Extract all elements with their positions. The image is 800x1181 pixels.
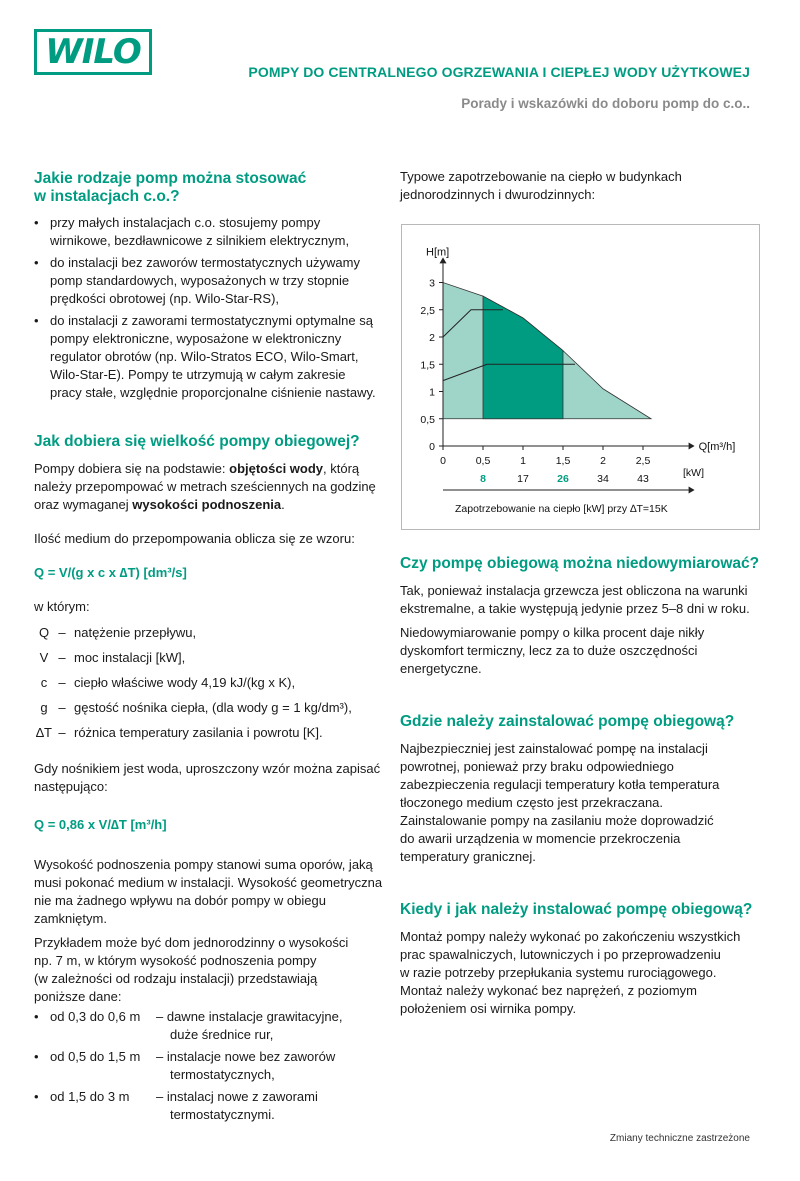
list-item: • od 0,5 do 1,5 m – instalacje nowe bez zaworów termostatycznych, bbox=[34, 1048, 384, 1084]
kw-tick-label: 43 bbox=[637, 473, 649, 485]
paragraph-when: Montaż pompy należy wykonać po zakończeniu wszystkich prac spawalniczych, lutowniczych i po przeprowadzeniu w razie potrzeby przepłukania systemu rurociągowego. Montaż należy wykonać bez naprężeń, z poziomym położeniem osi wirnika pompy. bbox=[400, 929, 741, 1016]
definition-row: c – ciepło właściwe wody 4,19 kJ/(kg x K), bbox=[40, 675, 296, 690]
left-column bbox=[34, 170, 384, 1128]
paragraph-where: Najbezpieczniej jest zainstalować pompę na instalacji powrotnej, ponieważ przy braku odpowiedniego zabezpieczenia regulacji temperatury kotła temperatura tłoczonego medium często jest przekraczana. Zainstalowanie pompy na zasilaniu może doprowadzić do awarii urządzenia w momencie przekroczenia temperatury granicznej. bbox=[400, 741, 720, 864]
paragraph-head: Wysokość podnoszenia pompy stanowi suma oporów, jaką musi pokonać medium w instalacji. Wysokość geometryczna nie ma żadnego wpływu na dobór pompy w obiegu zamkniętym. bbox=[34, 857, 383, 926]
definitions-list bbox=[34, 624, 384, 742]
chart-caption: Zapotrzebowanie na ciepło [kW] przy ∆T=15K bbox=[455, 503, 668, 515]
head-ranges-list bbox=[34, 1008, 384, 1124]
footer-note: Zmiany techniczne zastrzeżone bbox=[609, 1133, 750, 1144]
y-tick-label: 0 bbox=[429, 441, 435, 453]
x-tick-label: 0 bbox=[440, 455, 446, 467]
kw-tick-label: 8 bbox=[480, 473, 486, 485]
header-title: POMPY DO CENTRALNEGO OGRZEWANIA I CIEPŁEJ WODY UŻYTKOWEJ bbox=[248, 64, 750, 80]
kw-unit-label: [kW] bbox=[683, 467, 704, 479]
header-subtitle: Porady i wskazówki do doboru pomp do c.o.. bbox=[461, 96, 750, 111]
definition-row: Q – natężenie przepływu, bbox=[38, 625, 197, 640]
chart-container bbox=[401, 224, 760, 530]
x-tick-label: 2 bbox=[600, 455, 606, 467]
section-title-pump-types: Jakie rodzaje pomp można stosować w instalacjach c.o.? bbox=[34, 170, 307, 205]
x-tick-label: 0,5 bbox=[475, 455, 491, 467]
y-axis-label: H[m] bbox=[426, 246, 450, 259]
section-title-pump-size: Jak dobiera się wielkość pompy obiegowej? bbox=[34, 433, 360, 450]
definition-row: g – gęstość nośnika ciepła, (dla wody g = 1 kg/dm³), bbox=[40, 700, 352, 715]
x-tick-label: 1 bbox=[520, 455, 526, 467]
kw-arrow-icon bbox=[689, 487, 695, 494]
list-item: • od 1,5 do 3 m – instalacj nowe z zaworami termostatycznymi. bbox=[34, 1088, 384, 1124]
kw-tick-label: 34 bbox=[597, 473, 609, 485]
list-item: • przy małych instalacjach c.o. stosujemy pompy wirnikowe, bezdławnicowe z silnikiem elektrycznym, bbox=[34, 214, 384, 250]
kw-tick-label: 17 bbox=[517, 473, 529, 485]
paragraph-pump-selection: Pompy dobiera się na podstawie: objętości wody, którą należy przepompować w metrach sześciennych na godzinę oraz wymaganej wysokości podnoszenia. bbox=[34, 461, 376, 512]
logo-text: WILO bbox=[45, 32, 141, 72]
list-item: • do instalacji bez zaworów termostatycznych używamy pomp standardowych, wyposażonych w trzy stopnie prędkości obrotowej (np. Wilo-Star-RS), bbox=[34, 254, 384, 308]
definition-row: ∆T – różnica temperatury zasilania i powrotu [K]. bbox=[36, 725, 323, 740]
x-axis-label: Q[m³/h] bbox=[698, 441, 736, 453]
y-tick-label: 3 bbox=[429, 277, 435, 290]
right-column-lower bbox=[400, 555, 760, 1018]
right-column bbox=[400, 168, 760, 204]
pump-types-list bbox=[34, 214, 384, 402]
x-axis-arrow-icon bbox=[689, 443, 695, 450]
paragraph-undersize-2: Niedowymiarowanie pompy o kilka procent daje nikły dyskomfort termiczny, lecz za to duże oszczędności energetyczne. bbox=[400, 625, 705, 676]
formula-simplified: Q = 0,86 x V/∆T [m³/h] bbox=[34, 817, 167, 832]
list-item: • od 0,3 do 0,6 m – dawne instalacje grawitacyjne, duże średnice rur, bbox=[34, 1008, 384, 1044]
wilo-logo bbox=[34, 29, 152, 75]
kw-tick-label: 26 bbox=[557, 473, 569, 485]
y-tick-label: 1,5 bbox=[420, 359, 435, 372]
y-tick-label: 1 bbox=[429, 386, 435, 399]
y-tick-label: 2 bbox=[429, 332, 435, 344]
x-tick-label: 2,5 bbox=[635, 455, 651, 467]
section-title-when: Kiedy i jak należy instalować pompę obiegową? bbox=[400, 901, 753, 918]
chart-highlight-area bbox=[483, 296, 563, 419]
section-title-undersize: Czy pompę obiegową można niedowymiarować? bbox=[400, 555, 760, 572]
y-tick-label: 2,5 bbox=[420, 304, 435, 317]
where-label: w którym: bbox=[34, 599, 90, 614]
y-tick-label: 0,5 bbox=[420, 413, 435, 426]
pump-chart bbox=[402, 225, 759, 529]
section-title-where: Gdzie należy zainstalować pompę obiegową? bbox=[400, 713, 735, 730]
paragraph-example: Przykładem może być dom jednorodzinny o wysokości np. 7 m, w którym wysokość podnoszenia pompy (w zależności od rodzaju instalacji) przedstawiają poniższe dane: bbox=[34, 935, 349, 1004]
definition-row: V – moc instalacji [kW], bbox=[39, 650, 186, 665]
list-item: • do instalacji z zaworami termostatycznymi optymalne są pompy elektroniczne, wyposażone w elektroniczny regulator obrotów (np. Wilo-Stratos ECO, Wilo-Smart, Wilo-Star-E). Pompy te utrzymują w całym zakresie pracy stałe, względnie proporcjonalne ciśnienie nastawy. bbox=[34, 312, 384, 402]
formula-flow: Q = V/(g x c x ∆T) [dm³/s] bbox=[34, 565, 187, 580]
paragraph-simplified: Gdy nośnikiem jest woda, uproszczony wzór można zapisać następująco: bbox=[34, 761, 381, 794]
paragraph-formula-intro: Ilość medium do przepompowania oblicza się ze wzoru: bbox=[34, 531, 355, 546]
x-tick-label: 1,5 bbox=[555, 455, 571, 467]
chart-intro: Typowe zapotrzebowanie na ciepło w budynkach jednorodzinnych i dwurodzinnych: bbox=[400, 169, 682, 202]
paragraph-undersize-1: Tak, ponieważ instalacja grzewcza jest obliczona na warunki ekstremalne, a takie występują jedynie przez 5–8 dni w roku. bbox=[400, 583, 750, 616]
